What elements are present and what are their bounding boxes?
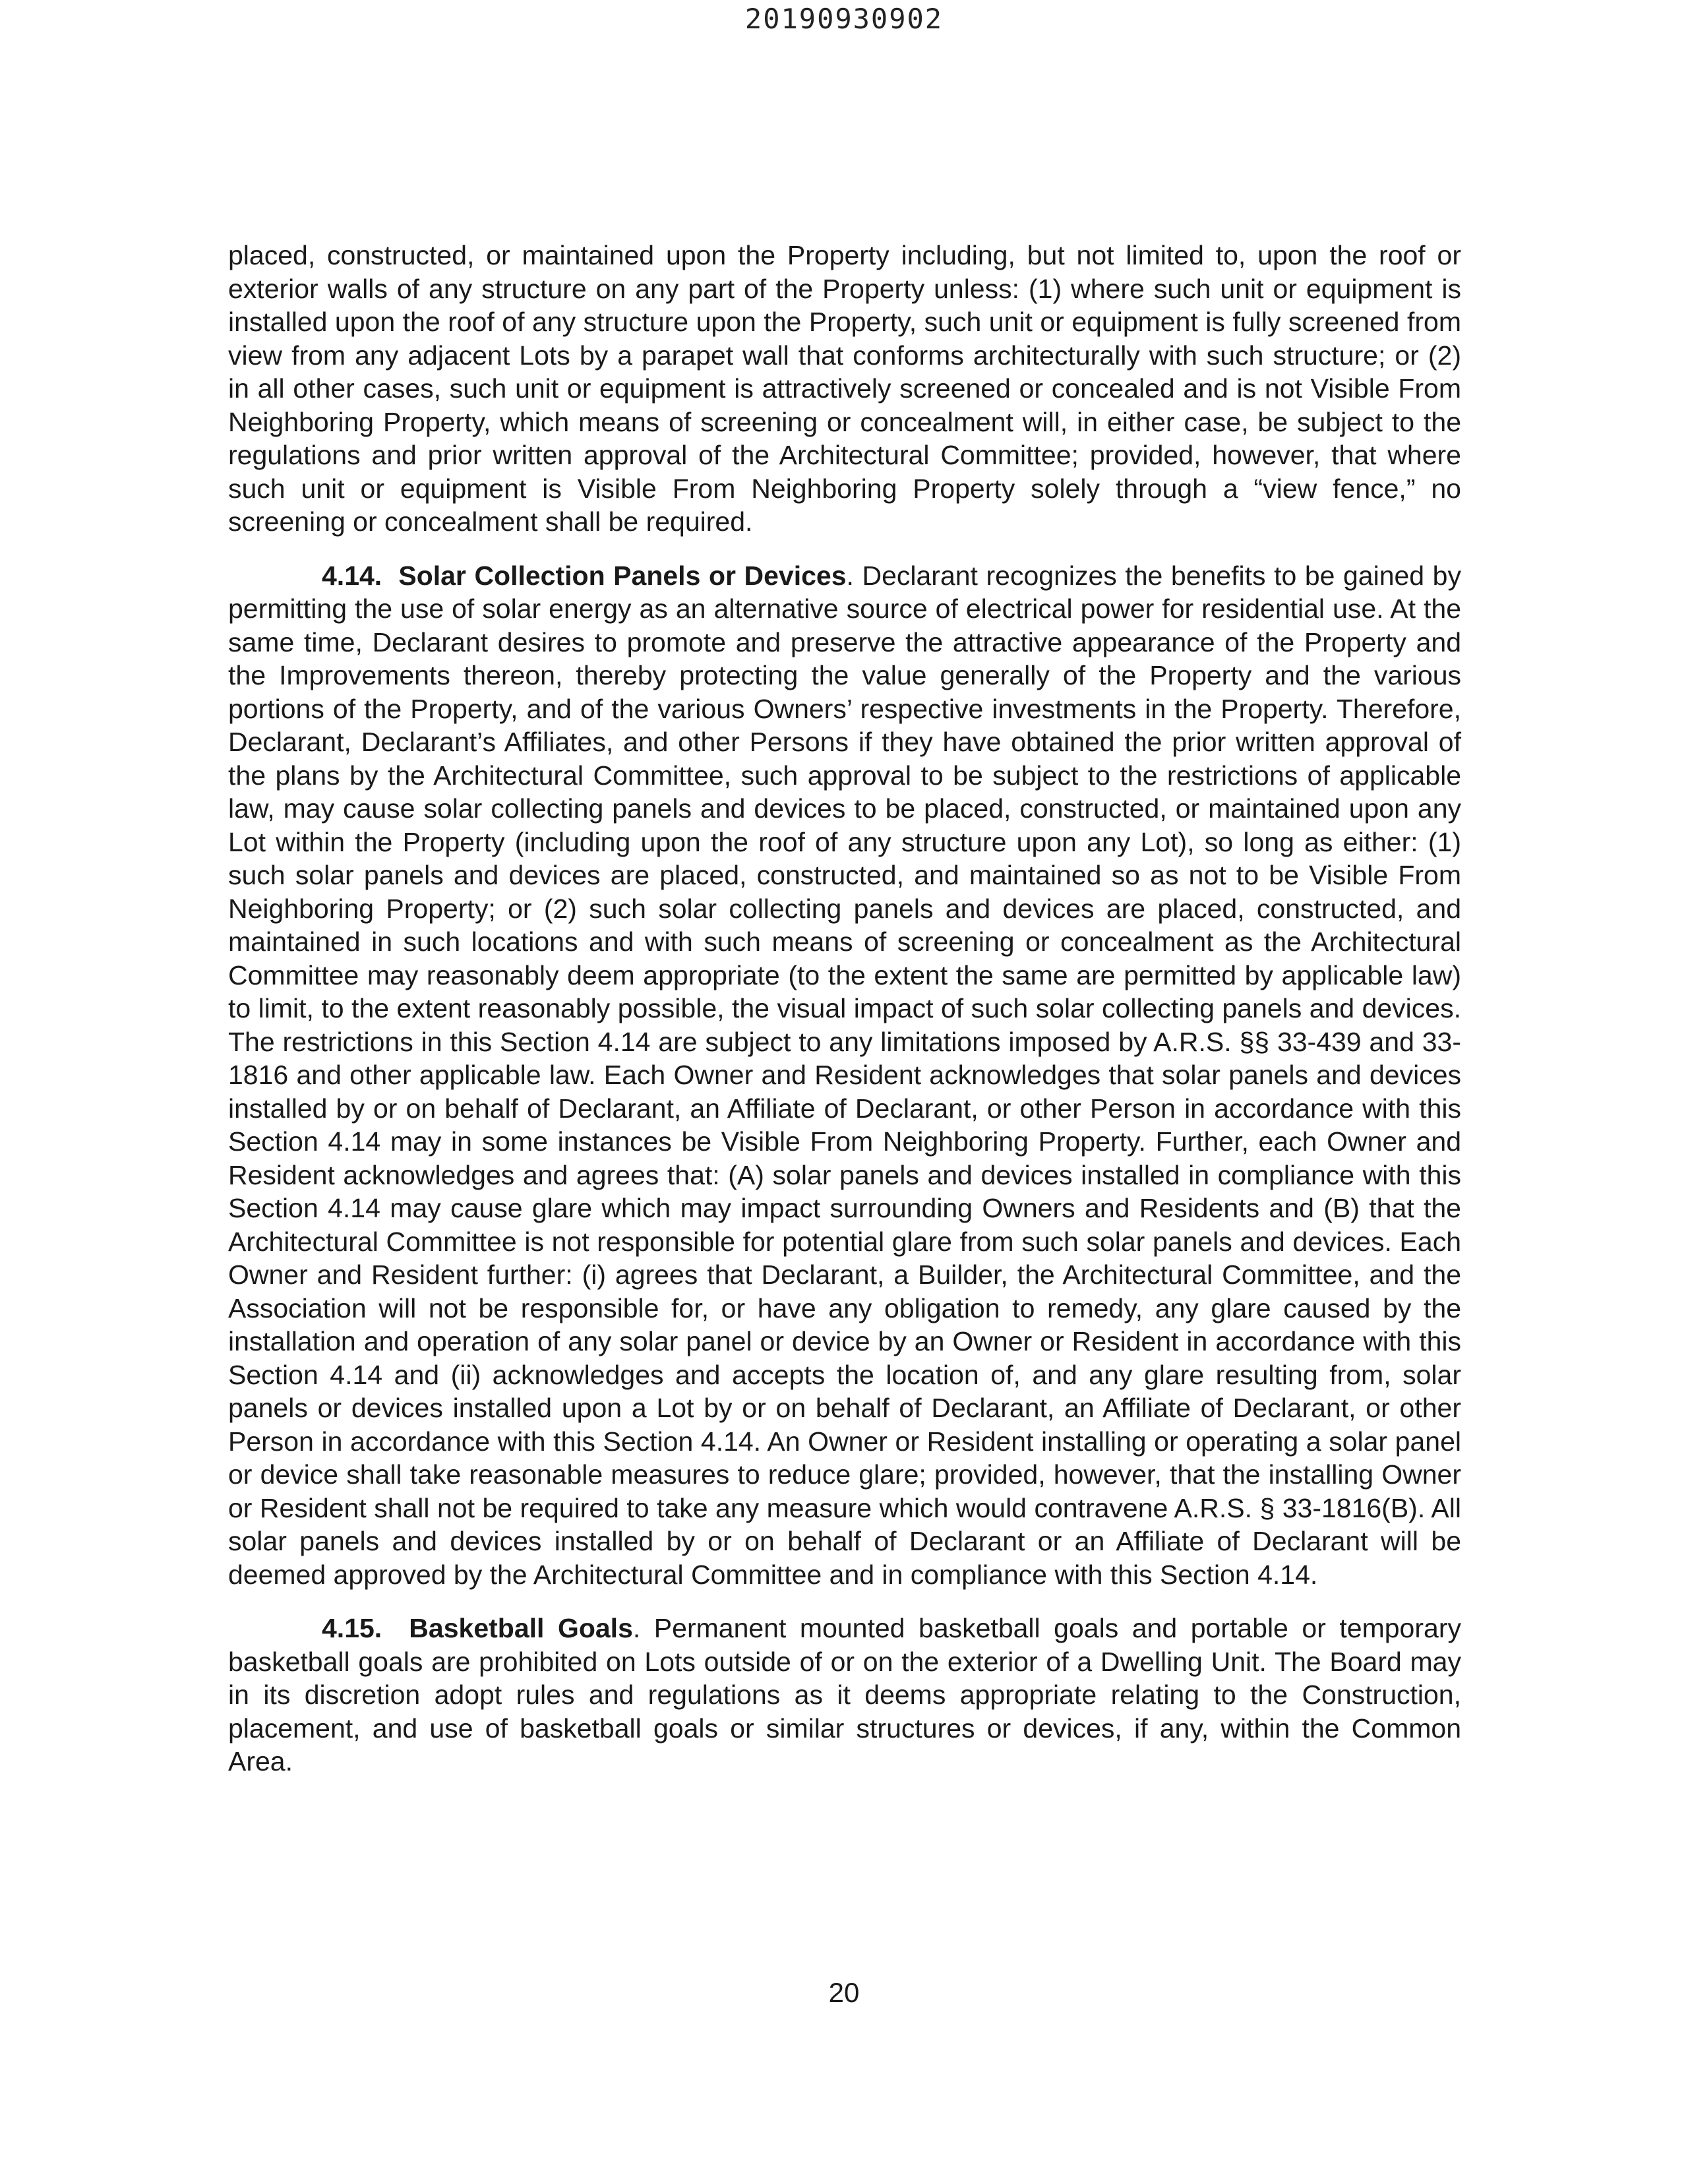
section-4-14-number: 4.14.: [322, 560, 382, 591]
section-4-15: [228, 1612, 1461, 1778]
page-number: 20: [828, 1977, 860, 2008]
section-4-15-text: . Permanent mounted basketball goals and portable or temporary basketball goals are prohibited on Lots outside of or on the exterior of a Dwelling Unit. The Board may in its discretion adopt rules and regulations as it deems appropriate relating to the Construction, placement, and use of basketball goals or similar structures or devices, if any, within the Common Area.: [228, 1613, 1461, 1776]
document-number: 20190930902: [744, 3, 944, 35]
section-4-15-title: Basketball Goals: [409, 1613, 633, 1643]
section-4-14-text: . Declarant recognizes the benefits to be gained by permitting the use of solar energy as an alternative source of electrical power for residential use. At the same time, Declarant desires to promote and preserve the attractive appearance of the Property and the Improvements thereon, thereby protecting the value generally of the Property and the various portions of the Property, and of the various Owners’ respective investments in the Property. Therefore, Declarant, Declarant’s Affiliates, and other Persons if they have obtained the prior written approval of the plans by the Architectural Committee, such approval to be subject to the restrictions of applicable law, may cause solar collecting panels and devices to be placed, constructed, or maintained upon any Lot within the Property (including upon the roof of any structure upon any Lot), so long as either: (1) such solar panels and devices are placed, constructed, and maintained so as not to be Visible From Neighboring Property; or (2) such solar collecting panels and devices are placed, constructed, and maintained in such locations and with such means of screening or concealment as the Architectural Committee may reasonably deem appropriate (to the extent the same are permitted by applicable law) to limit, to the extent reasonably possible, the visual impact of such solar collecting panels and devices. The restrictions in this Section 4.14 are subject to any limitations imposed by A.R.S. §§ 33-439 and 33-1816 and other applicable law. Each Owner and Resident acknowledges that solar panels and devices installed by or on behalf of Declarant, an Affiliate of Declarant, or other Person in accordance with this Section 4.14 may in some instances be Visible From Neighboring Property. Further, each Owner and Resident acknowledges and agrees that: (A) solar panels and devices installed in compliance with this Section 4.14 may cause glare which may impact surrounding Owners and Residents and (B) that the Architectural Committee is not responsible for potential glare from such solar panels and devices. Each Owner and Resident further: (i) agrees that Declarant, a Builder, the Architectural Committee, and the Association will not be responsible for, or have any obligation to remedy, any glare caused by the installation and operation of any solar panel or device by an Owner or Resident in accordance with this Section 4.14 and (ii) acknowledges and accepts the location of, and any glare resulting from, solar panels or devices installed upon a Lot by or on behalf of Declarant, an Affiliate of Declarant, or other Person in accordance with this Section 4.14. An Owner or Resident installing or operating a solar panel or device shall take reasonable measures to reduce glare; provided, however, that the installing Owner or Resident shall not be required to take any measure which would contravene A.R.S. § 33-1816(B). All solar panels and devices installed by or on behalf of Declarant or an Affiliate of Declarant will be deemed approved by the Architectural Committee and in compliance with this Section 4.14.: [228, 560, 1461, 1590]
section-4-14-title: Solar Collection Panels or Devices: [398, 560, 847, 591]
section-4-14: [228, 559, 1461, 1592]
paragraph-continuation: placed, constructed, or maintained upon the Property including, but not limited to, upon the roof or exterior walls of any structure on any part of the Property unless: (1) where such unit or equipment is installed upon the roof of any structure upon the Property, such unit or equipment is fully screened from view from any adjacent Lots by a parapet wall that conforms architecturally with such structure; or (2) in all other cases, such unit or equipment is attractively screened or concealed and is not Visible From Neighboring Property, which means of screening or concealment will, in either case, be subject to the regulations and prior written approval of the Architectural Committee; provided, however, that where such unit or equipment is Visible From Neighboring Property solely through a “view fence,” no screening or concealment shall be required.: [228, 240, 1461, 537]
section-4-15-number: 4.15.: [322, 1613, 382, 1643]
document-body: [228, 239, 1461, 1799]
